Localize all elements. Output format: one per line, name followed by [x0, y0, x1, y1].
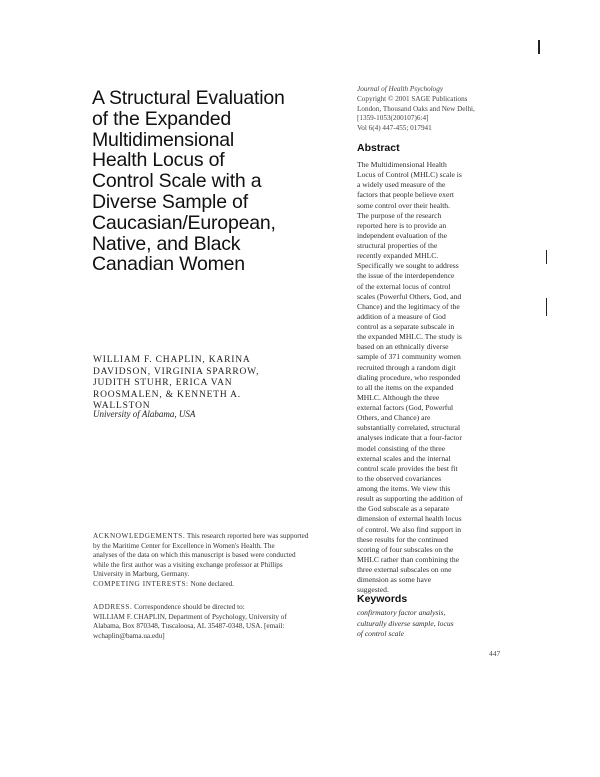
abstract-line: model consisting of the three	[357, 443, 446, 453]
acknowledgements-line: University in Marburg, Germany.	[93, 570, 190, 578]
keyword-line: of control scale	[357, 629, 404, 638]
address-label: ADDRESS.	[93, 603, 133, 611]
abstract-line: recently expanded MHLC.	[357, 251, 439, 261]
address-line: Correspondence should be directed to:	[134, 603, 245, 611]
abstract-line: external scales and the internal	[357, 453, 451, 463]
title-line: Health Locus of	[92, 149, 225, 172]
abstract-line: MHLC. Although the three	[357, 392, 440, 402]
abstract-line: three external subscales on one	[357, 565, 452, 574]
abstract-line: Others, and Chance) are	[357, 413, 431, 423]
author-line: WALLSTON	[93, 401, 151, 411]
journal-info-line: [1359-1053(200107)6:4]	[357, 114, 429, 123]
abstract-line: analyses indicate that a four-factor	[357, 433, 462, 443]
journal-info-line: Vol 6(4) 447-455; 017941	[357, 124, 432, 133]
author-line: JUDITH STUHR, ERICA VAN	[93, 378, 233, 388]
abstract-line: reported here is to provide an	[357, 220, 447, 230]
abstract-line: dimension as some have	[357, 575, 432, 585]
acknowledgements-label: ACKNOWLEDGEMENTS.	[93, 532, 186, 540]
competing-interests-note	[93, 580, 351, 590]
keywords-heading: Keywords	[357, 593, 408, 605]
title-line: Multidimensional	[92, 128, 235, 151]
abstract-line: The purpose of the research	[357, 210, 442, 220]
abstract-line: result as supporting the addition of	[357, 494, 463, 504]
abstract-line: Specifically we sought to address	[357, 261, 459, 271]
abstract-line: dialing procedure, who responded	[357, 372, 461, 382]
affiliation: University of Alabama, USA	[93, 409, 196, 419]
abstract-line: suggested.	[357, 585, 389, 595]
abstract-line: a widely used measure of the	[357, 180, 446, 190]
margin-mark	[546, 298, 547, 316]
author-list	[93, 355, 333, 413]
acknowledgements-line: This research reported here was supported	[186, 532, 309, 540]
abstract-line: the God subscale as a separate	[357, 504, 450, 514]
title-line: Caucasian/European,	[92, 211, 276, 234]
abstract-line: based on an ethnically diverse	[357, 342, 449, 352]
abstract-line: scales (Powerful Others, God, and	[357, 291, 462, 301]
abstract-line: to all the items on the expanded	[357, 382, 454, 392]
abstract-line: Chance) and the legitimacy of the	[357, 301, 460, 311]
abstract-line: dimension of external health locus	[357, 514, 462, 524]
title-line: Control Scale with a	[92, 170, 262, 193]
journal-info-line: London, Thousand Oaks and New Delhi,	[357, 104, 475, 113]
keywords-list	[357, 608, 497, 640]
abstract-line: the issue of the interdependence	[357, 271, 455, 281]
title-line: Diverse Sample of	[92, 190, 248, 213]
margin-mark	[538, 40, 540, 54]
abstract-line: substantially correlated, structural	[357, 423, 461, 433]
abstract-line: independent evaluation of the	[357, 230, 448, 240]
abstract-line: of the external locus of control	[357, 281, 451, 291]
author-line: ROOSMALEN, & KENNETH A.	[93, 389, 241, 400]
abstract-line: The Multidimensional Health	[357, 160, 447, 169]
abstract-line: among the items. We view this	[357, 484, 451, 493]
competing-interests-text: None declared.	[190, 580, 234, 588]
title-line: of the Expanded	[92, 107, 232, 130]
title-line: Native, and Black	[92, 232, 241, 255]
abstract-line: factors that people believe exert	[357, 190, 454, 200]
keyword-line: confirmatory factor analysis,	[357, 608, 446, 617]
competing-interests-label: COMPETING INTERESTS:	[93, 580, 189, 588]
abstract-line: some control over their health.	[357, 200, 450, 210]
abstract-line: scoring of four subscales on the	[357, 544, 454, 554]
journal-info-line: Copyright © 2001 SAGE Publications	[357, 94, 468, 103]
title-line: Canadian Women	[92, 253, 245, 276]
abstract-line: MHLC rather than combining the	[357, 554, 460, 564]
address-line: WILLIAM F. CHAPLIN, Department of Psychology, University of	[93, 612, 287, 621]
abstract-line: sample of 371 community women	[357, 352, 461, 362]
address-line: Alabama, Box 870348, Tuscaloosa, AL 35487-0348, USA. [email:	[93, 622, 285, 630]
journal-info	[357, 85, 487, 134]
article-title	[92, 88, 324, 275]
abstract-line: addition of a measure of God	[357, 311, 446, 321]
margin-mark	[546, 250, 547, 264]
acknowledgements-line: analyses of the data on which this manuscript is based were conducted	[93, 551, 296, 559]
abstract-body	[357, 160, 492, 595]
abstract-line: of control. We also find support in	[357, 524, 462, 534]
address-note	[93, 603, 351, 641]
acknowledgements-line: by the Maritime Center for Excellence in Women's Health. The	[93, 541, 275, 550]
author-line: DAVIDSON, VIRGINIA SPARROW,	[93, 366, 260, 377]
abstract-line: the expanded MHLC. The study is	[357, 332, 462, 342]
abstract-line: Locus of Control (MHLC) scale is	[357, 170, 462, 180]
abstract-heading: Abstract	[357, 142, 400, 154]
keyword-line: culturally diverse sample, locus	[357, 618, 454, 628]
abstract-line: these results for the continued	[357, 534, 449, 544]
abstract-line: to the observed covariances	[357, 473, 442, 483]
address-email[interactable]: wchaplin@bama.ua.edu]	[93, 631, 165, 640]
acknowledgements-note	[93, 532, 351, 580]
abstract-line: control scale provides the best fit	[357, 463, 458, 473]
title-line: A Structural Evaluation	[92, 87, 285, 109]
abstract-line: control as a separate subscale in	[357, 322, 455, 331]
abstract-line: structural properties of the	[357, 241, 438, 250]
page-number: 447	[489, 649, 501, 658]
author-line: WILLIAM F. CHAPLIN, KARINA	[93, 355, 251, 365]
acknowledgements-line: while the first author was a visiting exchange professor at Phillips	[93, 560, 283, 569]
journal-name: Journal of Health Psychology	[357, 85, 444, 93]
abstract-line: external factors (God, Powerful	[357, 403, 454, 412]
abstract-line: recruited through a random digit	[357, 362, 456, 372]
